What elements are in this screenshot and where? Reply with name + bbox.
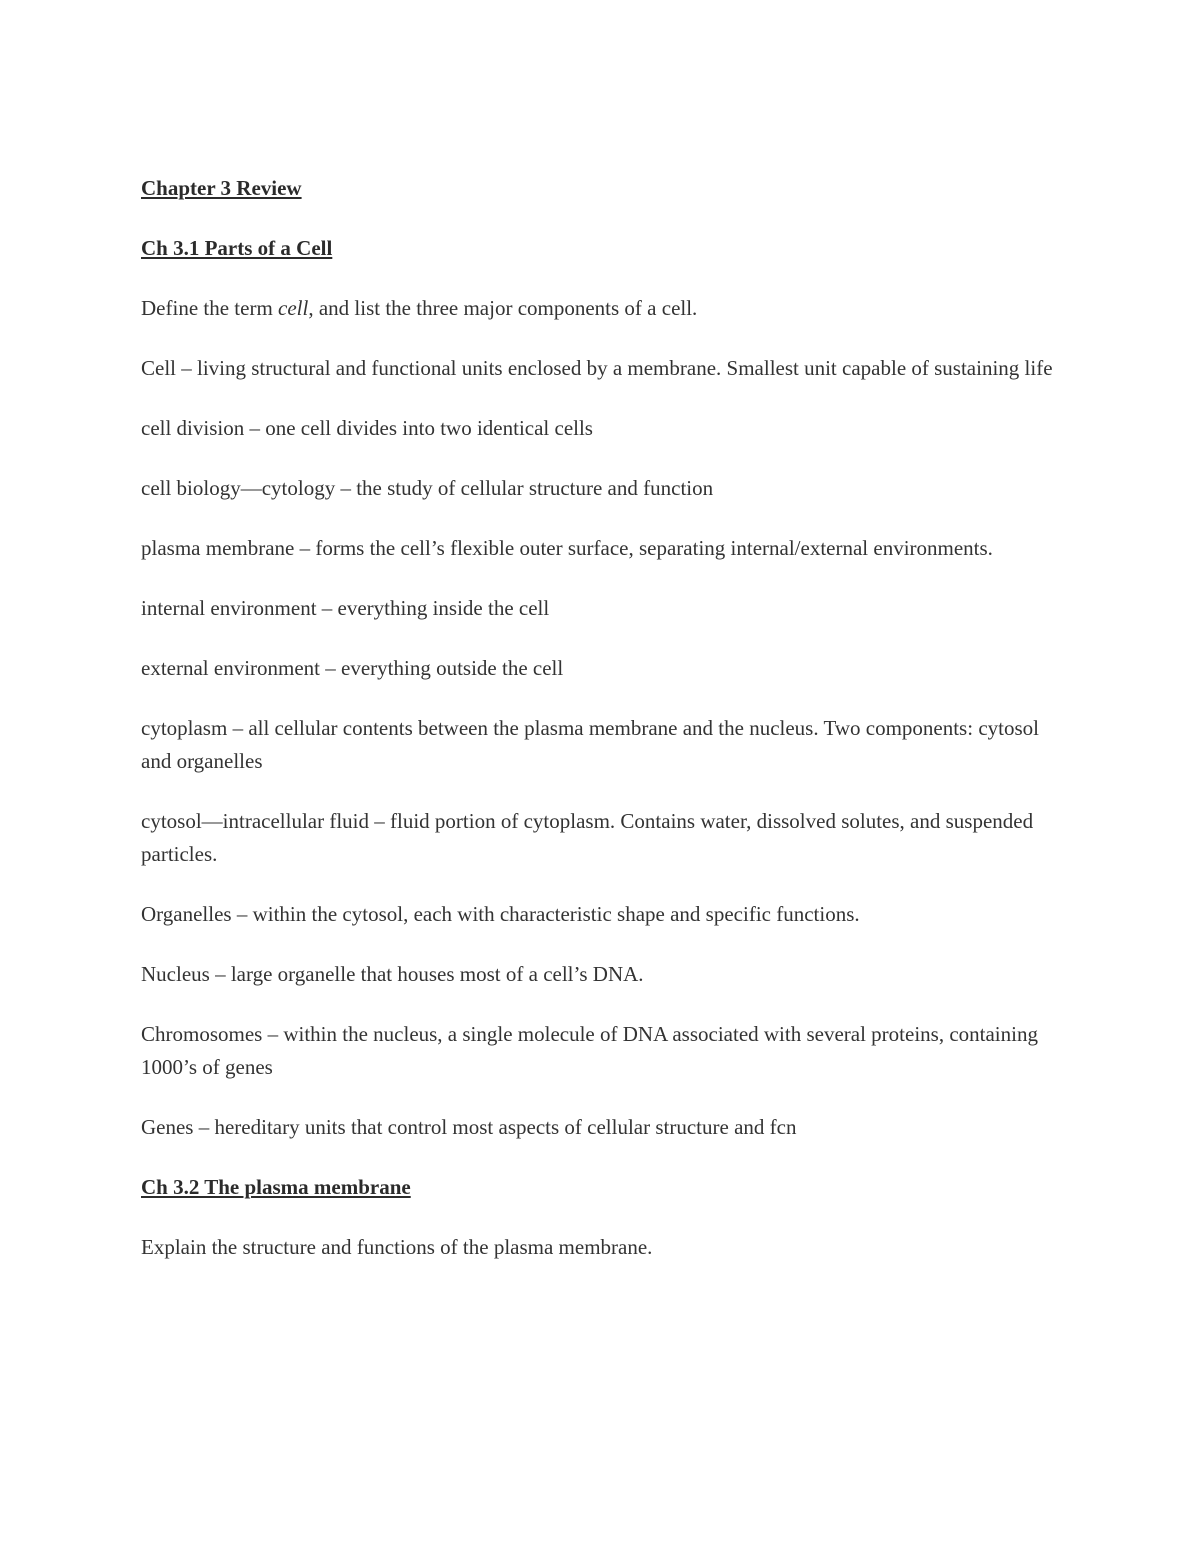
section-prompt-3-1 [141,292,1061,325]
definition-cell: Cell – living structural and functional units enclosed by a membrane. Smallest unit capable of sustaining life [141,356,1053,380]
prompt-text-before: Define the term [141,296,279,320]
definition-cell-division: cell division – one cell divides into two identical cells [141,416,593,440]
section-heading-3-1: Ch 3.1 Parts of a Cell [141,236,333,260]
definition-cell-biology: cell biology—cytology – the study of cellular structure and function [141,476,714,500]
definition-cytoplasm: cytoplasm – all cellular contents between the plasma membrane and the nucleus. Two components: cytosol and organelles [141,716,1039,773]
definition-cytosol: cytosol—intracellular fluid – fluid portion of cytoplasm. Contains water, dissolved solutes, and suspended particles. [141,809,1034,866]
definition-chromosomes: Chromosomes – within the nucleus, a single molecule of DNA associated with several proteins, containing 1000’s of genes [141,1022,1038,1079]
section-heading-3-2: Ch 3.2 The plasma membrane [141,1175,411,1199]
prompt-text-after: , and list the three major components of a cell. [308,296,698,320]
definition-plasma-membrane: plasma membrane – forms the cell’s flexible outer surface, separating internal/external environments. [141,536,993,560]
definition-internal-environment: internal environment – everything inside the cell [141,596,550,620]
definition-organelles: Organelles – within the cytosol, each with characteristic shape and specific functions. [141,902,860,926]
document-title: Chapter 3 Review [141,176,302,200]
definition-nucleus: Nucleus – large organelle that houses most of a cell’s DNA. [141,962,644,986]
section-prompt-3-2: Explain the structure and functions of the plasma membrane. [141,1235,653,1259]
definition-external-environment: external environment – everything outside the cell [141,656,564,680]
document-body [141,172,1061,1291]
definition-genes: Genes – hereditary units that control most aspects of cellular structure and fcn [141,1115,797,1139]
prompt-term: cell [278,296,309,320]
